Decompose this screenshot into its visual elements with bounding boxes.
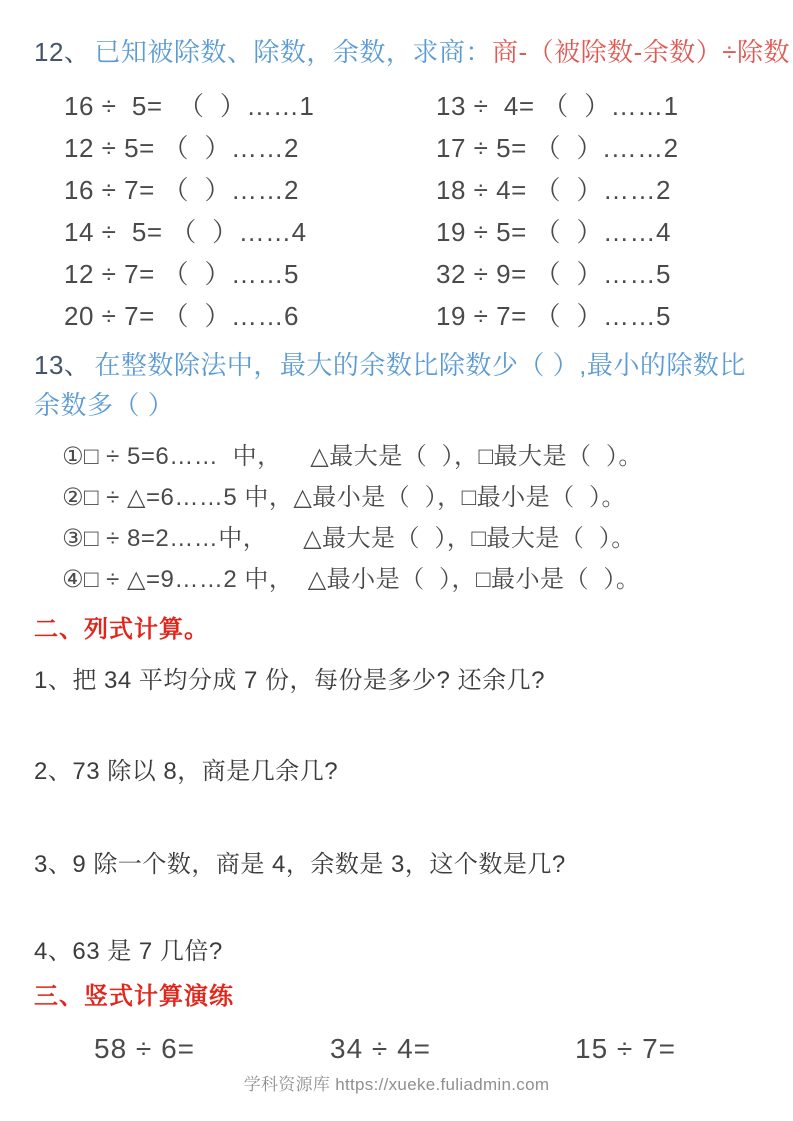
footer-watermark: 学科资源库 https://xueke.fuliadmin.com [243,1075,550,1094]
vertical-problem-3: 15 ÷ 7= [575,1032,676,1064]
vertical-calculation-row [34,1033,765,1065]
word-problem-2: 2、73 除以 8，商是几余几? [34,757,339,785]
problem-row [64,84,765,126]
subitem-2: ②□ ÷ △=6……5 中，△最小是（ ），□最小是（ ）。 [62,483,626,511]
word-problem-3: 3、9 除一个数，商是 4，余数是 3，这个数是几? [34,850,566,878]
question-12-title [34,36,791,69]
question-13-prompt: 在整数除法中，最大的余数比除数少（ ）,最小的除数比余数多（ ） [34,349,746,420]
division-problem: 17 ÷ 5= （ ）.……2 [436,133,679,163]
section-2-heading: 二、列式计算。 [34,615,209,643]
question-13-subitems [34,433,765,597]
vertical-problem-1: 58 ÷ 6= [94,1032,195,1064]
problem-row [64,252,765,294]
word-problem-1: 1、把 34 平均分成 7 份，每份是多少? 还余几? [34,666,545,694]
subitem-1: ①□ ÷ 5=6…… 中， △最大是（ ），□最大是（ ）。 [62,442,643,470]
division-problem: 16 ÷ 7= （ ）……2 [64,175,299,205]
division-problem: 19 ÷ 7= （ ）……5 [436,301,671,331]
question-12-number: 12、 [34,37,91,67]
division-problem: 12 ÷ 7= （ ）……5 [64,259,299,289]
problem-row [64,210,765,252]
division-problem: 14 ÷ 5= （ ）……4 [64,217,307,247]
division-problem: 20 ÷ 7= （ ）……6 [64,301,299,331]
division-problem: 32 ÷ 9= （ ）……5 [436,259,671,289]
subitem-3: ③□ ÷ 8=2……中， △最大是（ ），□最大是（ ）。 [62,524,636,552]
question-12-formula: 商-（被除数-余数）÷除数 [491,37,791,67]
question-12-problems [34,84,765,336]
problem-row [64,168,765,210]
problem-row [64,126,765,168]
question-12-prompt: 已知被除数、除数，余数，求商： [94,37,492,67]
question-13-number: 13、 [34,349,91,380]
division-problem: 12 ÷ 5= （ ）……2 [64,133,299,163]
subitem-4: ④□ ÷ △=9……2 中， △最小是（ ），□最小是（ ）。 [62,565,641,593]
section-3-heading: 三、竖式计算演练 [34,982,234,1010]
division-problem: 18 ÷ 4= （ ）……2 [436,175,671,205]
vertical-problem-2: 34 ÷ 4= [330,1032,431,1064]
division-problem: 19 ÷ 5= （ ）……4 [436,217,671,247]
problem-row [64,294,765,336]
question-13-title [34,345,765,425]
division-problem: 16 ÷ 5= （ ）……1 [64,91,315,121]
division-problem: 13 ÷ 4= （ ）……1 [436,91,679,121]
word-problem-4: 4、63 是 7 几倍? [34,937,223,965]
